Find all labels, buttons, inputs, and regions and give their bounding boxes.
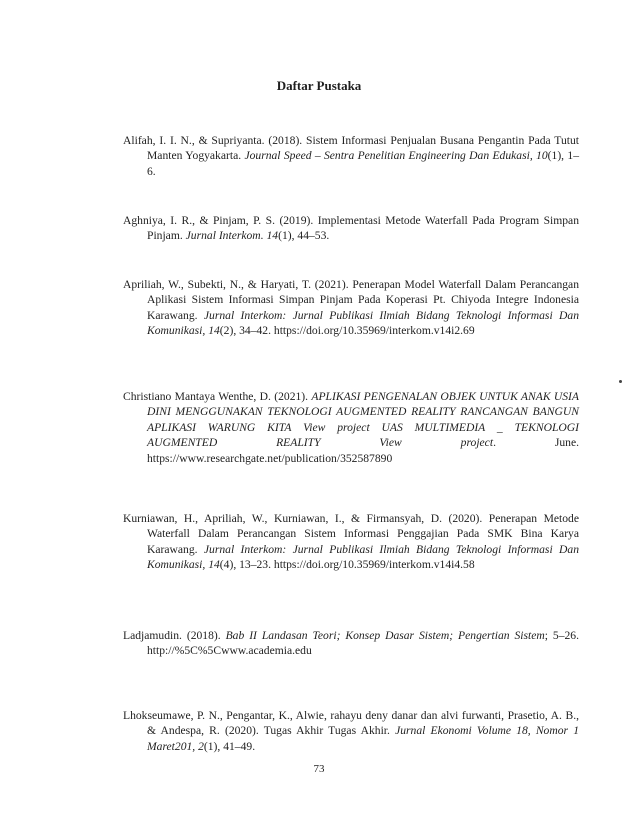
reference-entry: Aghniya, I. R., & Pinjam, P. S. (2019). Implementasi Metode Waterfall Pada Program Simpan Pinjam. Jurnal Interkom. 14(1), 44–53. [123, 213, 579, 243]
reference-entry: Ladjamudin. (2018). Bab II Landasan Teori; Konsep Dasar Sistem; Pengertian Sistem; 5–26. http://%5C%5Cwww.academia.edu [123, 628, 579, 658]
scan-speck [619, 380, 622, 383]
reference-entry: Christiano Mantaya Wenthe, D. (2021). APLIKASI PENGENALAN OBJEK UNTUK ANAK USIA DINI MENGGUNAKAN TEKNOLOGI AUGMENTED REALITY RANCANGAN BANGUN APLIKASI WARUNG KITA View project UAS MULTIMEDIA _ TEKNOLOGI AUGMENTED REALITY View project. June. https://www.researchgate.net/publication/352587890 [123, 389, 580, 465]
reference-entry: Alifah, I. I. N., & Supriyanta. (2018). Sistem Informasi Penjualan Busana Pengantin Pada Tutut Manten Yogyakarta. Journal Speed – Sentra Penelitian Engineering Dan Edukasi, 10(1), 1–6. [123, 133, 579, 178]
page-number: 73 [313, 763, 325, 775]
reference-entry: Lhokseumawe, P. N., Pengantar, K., Alwie, rahayu deny danar dan alvi furwanti, Prasetio, A. B., & Andespa, R. (2020). Tugas Akhir Tugas Akhir. Jurnal Ekonomi Volume 18, Nomor 1 Maret201, 2(1), 41–49. [123, 708, 579, 753]
reference-entry: Kurniawan, H., Apriliah, W., Kurniawan, I., & Firmansyah, D. (2020). Penerapan Metode Waterfall Dalam Perancangan Sistem Informasi Penggajian Pada SMK Bina Karya Karawang. Jurnal Interkom: Jurnal Publikasi Ilmiah Bidang Teknologi Informasi Dan Komunikasi, 14(4), 13–23. https://doi.org/10.35969/interkom.v14i4.58 [123, 511, 579, 572]
page-title: Daftar Pustaka [276, 78, 362, 93]
reference-entry: Apriliah, W., Subekti, N., & Haryati, T. (2021). Penerapan Model Waterfall Dalam Perancangan Aplikasi Sistem Informasi Simpan Pinjam Pada Koperasi Pt. Chiyoda Integre Indonesia Karawang. Jurnal Interkom: Jurnal Publikasi Ilmiah Bidang Teknologi Informasi Dan Komunikasi, 14(2), 34–42. https://doi.org/10.35969/interkom.v14i2.69 [123, 277, 579, 338]
